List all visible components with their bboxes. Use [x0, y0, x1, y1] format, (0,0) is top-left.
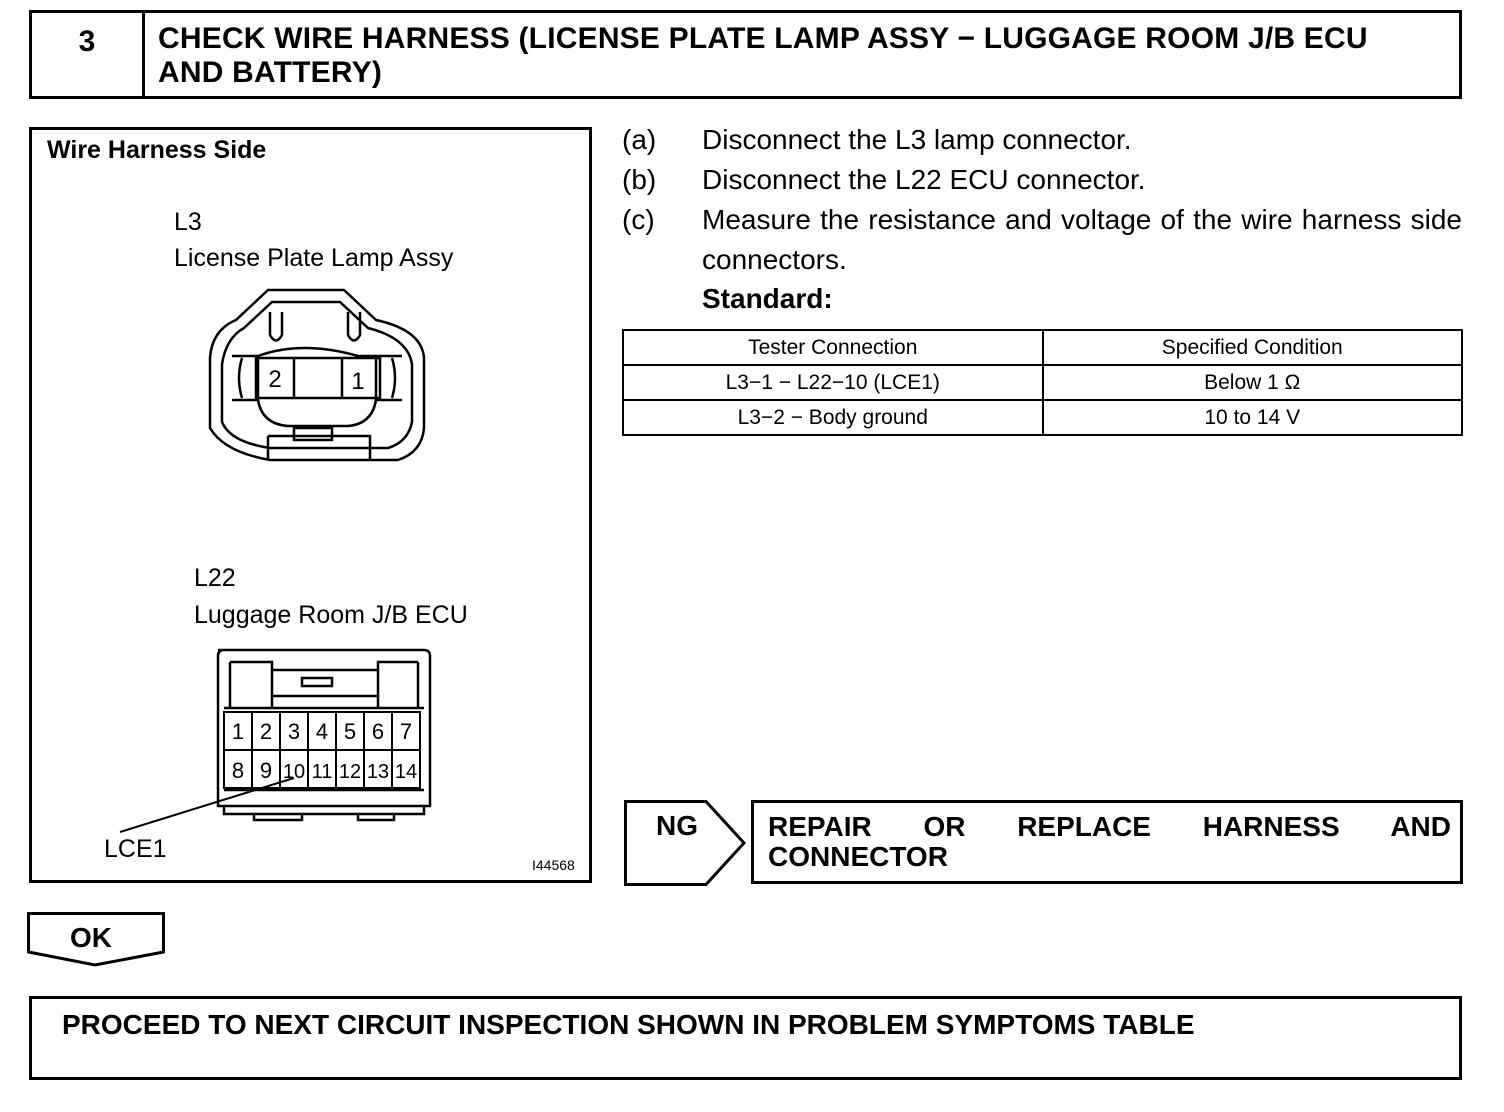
ok-action-box [29, 996, 1462, 1080]
l3-pin-label: 2 [268, 366, 282, 393]
l22-pin-label: 2 [259, 719, 273, 744]
table-cell: 10 to 14 V [1043, 400, 1463, 435]
standard-table [622, 329, 1463, 436]
l22-pin-label: 1 [231, 719, 245, 744]
l22-pin-label: 5 [343, 719, 357, 744]
table-row [623, 400, 1462, 435]
l3-pin-label: 1 [351, 368, 365, 395]
table-row [623, 365, 1462, 400]
step-c-text: Measure the resistance and voltage of the wire harness side connectors. [702, 204, 1462, 275]
step-a-label: (a) [622, 124, 657, 155]
l22-pin-label: 3 [287, 719, 301, 744]
table-cell: L3−1 − L22−10 (LCE1) [623, 365, 1043, 400]
standard-label: Standard: [702, 283, 833, 314]
l22-pin-label: 6 [371, 719, 385, 744]
l22-pin-label: 13 [366, 761, 390, 783]
connector-l3-code: L3 [174, 208, 202, 236]
l22-pin-label: 9 [259, 758, 273, 783]
l22-pin-label: 14 [394, 761, 418, 783]
connector-l22-name: Luggage Room J/B ECU [194, 601, 468, 629]
l22-pin-label: 7 [399, 719, 413, 744]
step-b-label: (b) [622, 164, 657, 195]
step-a-text: Disconnect the L3 lamp connector. [702, 124, 1132, 155]
ng-label: NG [656, 810, 698, 841]
l22-pin-label: 4 [315, 719, 329, 744]
l3-connector-shape [210, 290, 424, 460]
step-b-text: Disconnect the L22 ECU connector. [702, 164, 1146, 195]
step-header [29, 10, 1462, 99]
wire-harness-figure [29, 127, 592, 883]
table-cell: Below 1 Ω [1043, 365, 1463, 400]
connector-l3-name: License Plate Lamp Assy [174, 244, 454, 272]
l22-pin-label: 10 [282, 761, 306, 783]
table-cell: L3−2 − Body ground [623, 400, 1043, 435]
lce1-callout-label: LCE1 [104, 835, 167, 863]
ok-action-text: PROCEED TO NEXT CIRCUIT INSPECTION SHOWN IN PROBLEM SYMPTOMS TABLE [62, 1009, 1195, 1040]
connector-l22-code: L22 [194, 564, 236, 592]
image-id: I44568 [532, 857, 575, 873]
ng-action-text: REPAIR OR REPLACE HARNESS AND CONNECTOR [768, 811, 1451, 872]
l22-pin-label: 12 [338, 761, 362, 783]
figure-caption: Wire Harness Side [47, 136, 267, 164]
ng-action-box [751, 800, 1463, 884]
table-header-cell: Tester Connection [623, 330, 1043, 365]
ok-label: OK [70, 922, 112, 953]
l22-pin-label: 8 [231, 758, 245, 783]
l22-pin-label: 11 [311, 761, 333, 783]
step-c-label: (c) [622, 204, 655, 235]
step-title: CHECK WIRE HARNESS (LICENSE PLATE LAMP ASSY − LUGGAGE ROOM J/B ECU AND BATTERY) [158, 22, 1368, 89]
table-header-row [623, 330, 1462, 365]
table-header-cell: Specified Condition [1043, 330, 1463, 365]
connector-drawings [32, 130, 589, 880]
step-number: 3 [32, 13, 145, 96]
